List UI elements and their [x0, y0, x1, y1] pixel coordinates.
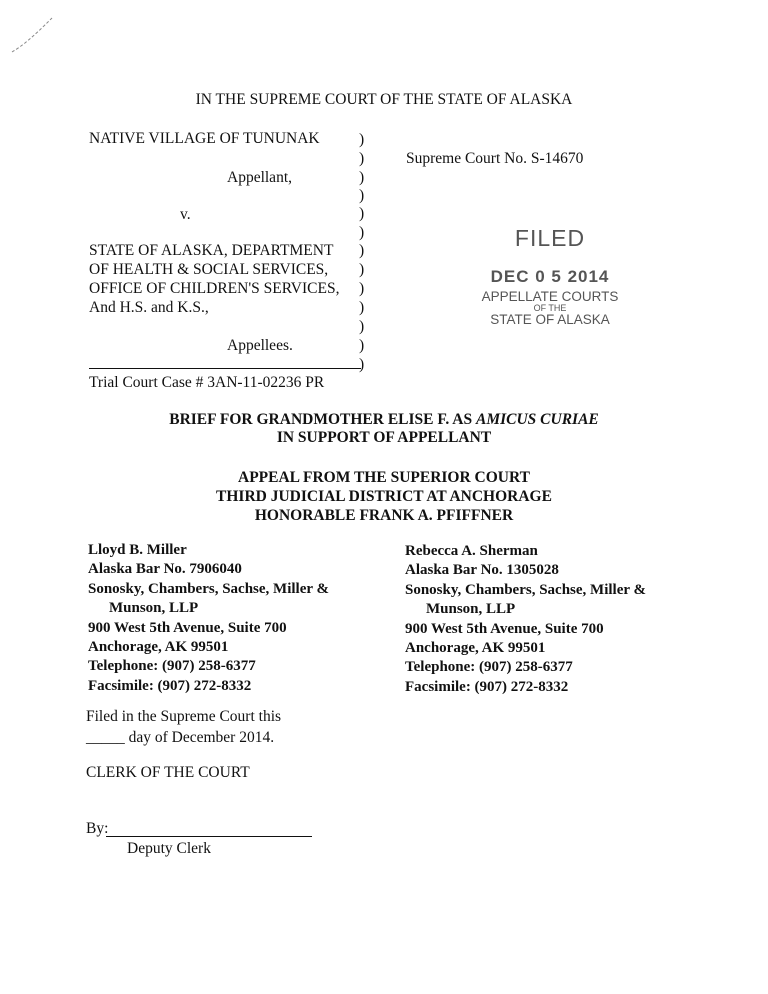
counsel-left: [88, 541, 329, 696]
court-title: IN THE SUPREME COURT OF THE STATE OF ALASKA: [195, 91, 573, 108]
filing-notice-line-2: [86, 729, 274, 747]
counsel-city: Anchorage, AK 99501: [405, 640, 546, 657]
appeal-heading-line: THIRD JUDICIAL DISTRICT AT ANCHORAGE: [216, 488, 552, 505]
appellee-line: OF HEALTH & SOCIAL SERVICES,: [89, 261, 329, 278]
clerk-title: Deputy Clerk: [127, 840, 211, 857]
caption-paren: ): [359, 187, 365, 204]
caption-paren: ): [359, 150, 365, 167]
counsel-firm-cont: Munson, LLP: [109, 600, 199, 617]
counsel-bar-number: Alaska Bar No. 1305028: [405, 562, 559, 579]
caption-paren: ): [359, 299, 365, 316]
caption-paren: ): [359, 242, 365, 259]
counsel-firm-cont: Munson, LLP: [426, 601, 516, 618]
counsel-name: Rebecca A. Sherman: [405, 543, 538, 559]
filing-day-blank: _____: [86, 729, 125, 746]
stamp-filed: FILED: [514, 225, 586, 251]
counsel-firm: Sonosky, Chambers, Sachse, Miller &: [88, 580, 329, 597]
caption-paren: ): [359, 224, 365, 241]
caption-paren: ): [359, 261, 365, 278]
appellee-line: OFFICE OF CHILDREN'S SERVICES,: [89, 280, 340, 297]
filing-day-text: day of December 2014.: [124, 729, 275, 746]
brief-title-amicus: AMICUS CURIAE: [476, 411, 599, 428]
supreme-court-case-number: Supreme Court No. S-14670: [406, 150, 584, 167]
brief-title-prefix: BRIEF FOR GRANDMOTHER ELISE F. AS: [169, 411, 476, 428]
stamp-date: DEC 0 5 2014: [490, 267, 610, 286]
counsel-address: 900 West 5th Avenue, Suite 700: [88, 619, 287, 636]
stamp-line: APPELLATE COURTS: [481, 289, 619, 304]
caption-paren: ): [359, 280, 365, 297]
caption-paren: ): [359, 131, 365, 148]
appellee-line: STATE OF ALASKA, DEPARTMENT: [89, 242, 334, 259]
appellant-role: Appellant,: [227, 169, 292, 186]
clerk-heading: CLERK OF THE COURT: [86, 764, 250, 781]
appellant-name: NATIVE VILLAGE OF TUNUNAK: [89, 130, 320, 147]
counsel-city: Anchorage, AK 99501: [88, 639, 229, 656]
counsel-fax: Facsimile: (907) 272-8332: [88, 677, 252, 694]
appeal-heading-line: HONORABLE FRANK A. PFIFFNER: [254, 507, 514, 524]
appellees-role: Appellees.: [227, 337, 293, 354]
appeal-heading-line: APPEAL FROM THE SUPERIOR COURT: [238, 469, 530, 486]
appellee-line: And H.S. and K.S.,: [89, 299, 209, 316]
counsel-phone: Telephone: (907) 258-6377: [405, 659, 573, 676]
counsel-bar-number: Alaska Bar No. 7906040: [88, 561, 242, 578]
counsel-address: 900 West 5th Avenue, Suite 700: [405, 620, 604, 637]
stamp-line: OF THE: [533, 303, 567, 313]
clerk-signature-line: [106, 836, 312, 837]
trial-case-number: Trial Court Case # 3AN-11-02236 PR: [89, 374, 325, 391]
counsel-firm: Sonosky, Chambers, Sachse, Miller &: [405, 581, 646, 598]
filing-notice-line: Filed in the Supreme Court this: [86, 708, 282, 725]
scan-mark: [8, 14, 58, 56]
versus: v.: [180, 206, 191, 223]
stamp-line: STATE OF ALASKA: [490, 312, 610, 327]
caption-paren: ): [359, 337, 365, 354]
brief-title: [0, 411, 768, 429]
counsel-phone: Telephone: (907) 258-6377: [88, 658, 256, 675]
clerk-by-label: By:: [86, 820, 109, 837]
brief-subtitle: IN SUPPORT OF APPELLANT: [276, 429, 492, 446]
counsel-name: Lloyd B. Miller: [88, 542, 187, 558]
caption-paren: ): [359, 205, 365, 222]
caption-rule: [89, 368, 361, 369]
caption-paren: ): [359, 169, 365, 186]
counsel-fax: Facsimile: (907) 272-8332: [405, 678, 569, 695]
caption-paren: ): [359, 318, 365, 335]
counsel-right: [405, 542, 646, 697]
caption-paren: ): [359, 356, 365, 373]
